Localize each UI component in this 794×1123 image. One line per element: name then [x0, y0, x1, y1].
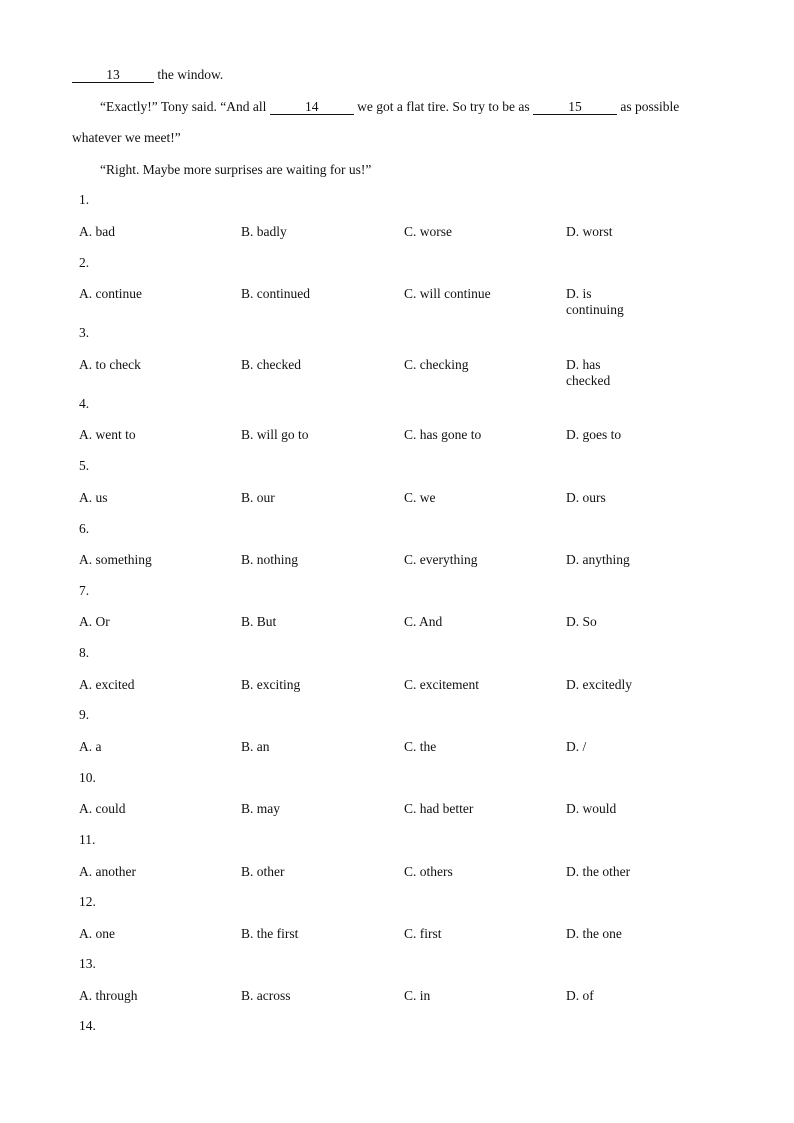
- option-b: B. checked: [241, 357, 301, 372]
- option-b: B. will go to: [241, 427, 309, 442]
- passage-text: the window.: [154, 67, 224, 82]
- option-d: D. the one: [566, 926, 622, 941]
- question-number: 4.: [79, 396, 90, 411]
- option-b: B. nothing: [241, 552, 299, 567]
- option-b: B. exciting: [241, 677, 301, 692]
- passage-line-1: [72, 67, 223, 83]
- option-a: A. could: [79, 801, 126, 816]
- passage-line-4: “Right. Maybe more surprises are waiting for us!”: [100, 162, 372, 177]
- option-d: D. So: [566, 614, 597, 629]
- option-a: A. another: [79, 864, 136, 879]
- option-b: B. continued: [241, 286, 310, 301]
- option-a: A. bad: [79, 224, 115, 239]
- option-a: A. something: [79, 552, 152, 567]
- option-c: C. will continue: [404, 286, 491, 301]
- option-b: B. other: [241, 864, 285, 879]
- option-a: A. one: [79, 926, 115, 941]
- question-number: 7.: [79, 583, 90, 598]
- option-c: C. we: [404, 490, 436, 505]
- option-a: A. went to: [79, 427, 136, 442]
- question-number: 12.: [79, 894, 96, 909]
- option-d: D. worst: [566, 224, 613, 239]
- option-d: D. the other: [566, 864, 631, 879]
- option-a: A. continue: [79, 286, 142, 301]
- option-d: D. is continuing: [566, 286, 624, 317]
- option-b: B. an: [241, 739, 270, 754]
- question-number: 9.: [79, 707, 90, 722]
- option-d: D. excitedly: [566, 677, 632, 692]
- passage-text: we got a flat tire. So try to be as: [353, 99, 533, 114]
- option-d: D. goes to: [566, 427, 622, 442]
- option-d: D. would: [566, 801, 617, 816]
- option-c: C. checking: [404, 357, 469, 372]
- question-number: 13.: [79, 956, 96, 971]
- option-a: A. through: [79, 988, 138, 1003]
- passage-line-2: [100, 99, 679, 115]
- option-a: A. excited: [79, 677, 135, 692]
- option-d: D. /: [566, 739, 587, 754]
- option-a: A. a: [79, 739, 102, 754]
- option-c: C. worse: [404, 224, 452, 239]
- question-number: 10.: [79, 770, 96, 785]
- option-c: C. And: [404, 614, 443, 629]
- option-c: C. excitement: [404, 677, 479, 692]
- passage-text: as possible: [616, 99, 680, 114]
- option-b: B. the first: [241, 926, 299, 941]
- option-a: A. to check: [79, 357, 141, 372]
- question-number: 6.: [79, 521, 90, 536]
- option-b: B. But: [241, 614, 277, 629]
- option-a: A. Or: [79, 614, 110, 629]
- option-c: C. the: [404, 739, 437, 754]
- question-number: 1.: [79, 192, 90, 207]
- blank-14: 14: [270, 99, 354, 115]
- option-b: B. may: [241, 801, 280, 816]
- question-number: 2.: [79, 255, 90, 270]
- option-a: A. us: [79, 490, 108, 505]
- option-b: B. across: [241, 988, 291, 1003]
- option-b: B. our: [241, 490, 275, 505]
- option-d: D. has checked: [566, 357, 611, 388]
- option-c: C. everything: [404, 552, 478, 567]
- option-d: D. ours: [566, 490, 606, 505]
- option-c: C. first: [404, 926, 442, 941]
- option-c: C. has gone to: [404, 427, 482, 442]
- question-number: 5.: [79, 458, 90, 473]
- question-number: 14.: [79, 1018, 96, 1033]
- option-b: B. badly: [241, 224, 287, 239]
- blank-13: 13: [72, 67, 154, 83]
- question-number: 11.: [79, 832, 96, 847]
- option-c: C. in: [404, 988, 431, 1003]
- blank-15: 15: [533, 99, 617, 115]
- option-c: C. had better: [404, 801, 474, 816]
- option-d: D. anything: [566, 552, 630, 567]
- option-c: C. others: [404, 864, 453, 879]
- question-number: 8.: [79, 645, 90, 660]
- passage-text: “Exactly!” Tony said. “And all: [100, 99, 270, 114]
- option-d: D. of: [566, 988, 594, 1003]
- passage-line-3: whatever we meet!”: [72, 130, 181, 145]
- question-number: 3.: [79, 325, 90, 340]
